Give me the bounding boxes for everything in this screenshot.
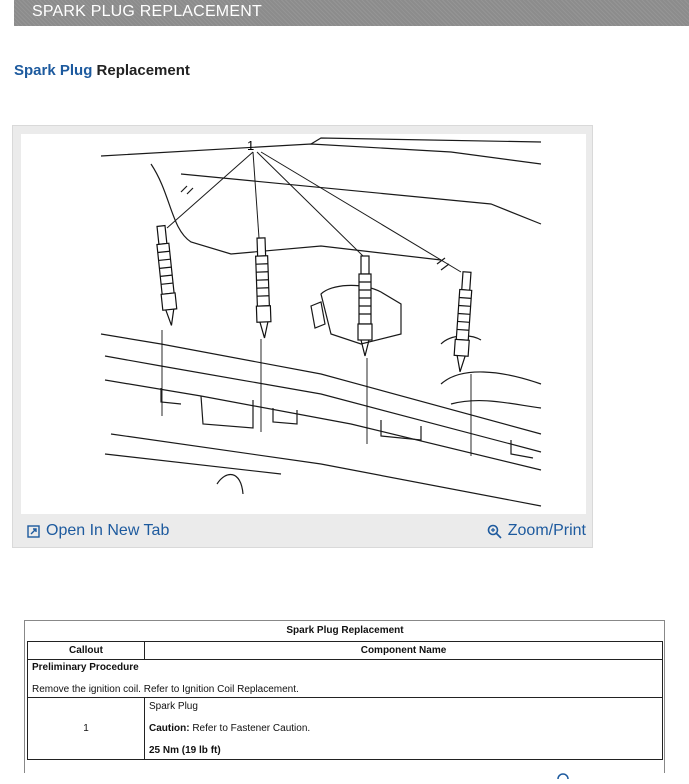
row-callout: 1 (28, 698, 145, 760)
callout-leader-lines (167, 152, 461, 272)
row-component (145, 698, 663, 760)
zoom-print-label: Zoom/Print (507, 522, 586, 539)
zoom-icon-partial[interactable] (557, 766, 571, 784)
caution-line (149, 722, 658, 735)
callout-label-1: 1 (247, 138, 255, 153)
illustration-actions (13, 518, 594, 546)
page-title (14, 62, 190, 79)
table-caption: Spark Plug Replacement (286, 625, 404, 636)
illustration-frame (12, 125, 593, 548)
caution-label: Caution: (149, 723, 190, 734)
page-title-link[interactable]: Spark Plug (14, 62, 93, 79)
open-new-tab-label: Open In New Tab (46, 522, 170, 539)
preliminary-text: Remove the ignition coil. Refer to Ignition Coil Replacement. (32, 684, 299, 695)
torque-spec: 25 Nm (19 lb ft) (149, 745, 221, 756)
section-header-title: SPARK PLUG REPLACEMENT (32, 3, 262, 20)
zoom-icon (487, 524, 502, 539)
spec-table-container (24, 620, 665, 773)
preliminary-cell (28, 660, 663, 698)
section-header-bar (14, 0, 689, 26)
table-header-row (28, 642, 663, 660)
preliminary-row (28, 660, 663, 698)
open-new-tab-link[interactable] (27, 522, 169, 540)
table-row (28, 698, 663, 760)
spark-plug-illustration[interactable] (21, 134, 586, 514)
caution-text: Refer to Fastener Caution. (189, 723, 311, 734)
component-name: Spark Plug (149, 701, 198, 712)
page-title-text: Replacement (92, 62, 190, 79)
preliminary-title: Preliminary Procedure (32, 662, 139, 673)
spark-plug-spec-table (27, 621, 663, 760)
header-component-name: Component Name (145, 642, 663, 660)
open-new-tab-icon (27, 525, 40, 538)
zoom-print-link[interactable] (487, 522, 586, 540)
header-callout: Callout (28, 642, 145, 660)
engine-outline (101, 138, 541, 506)
